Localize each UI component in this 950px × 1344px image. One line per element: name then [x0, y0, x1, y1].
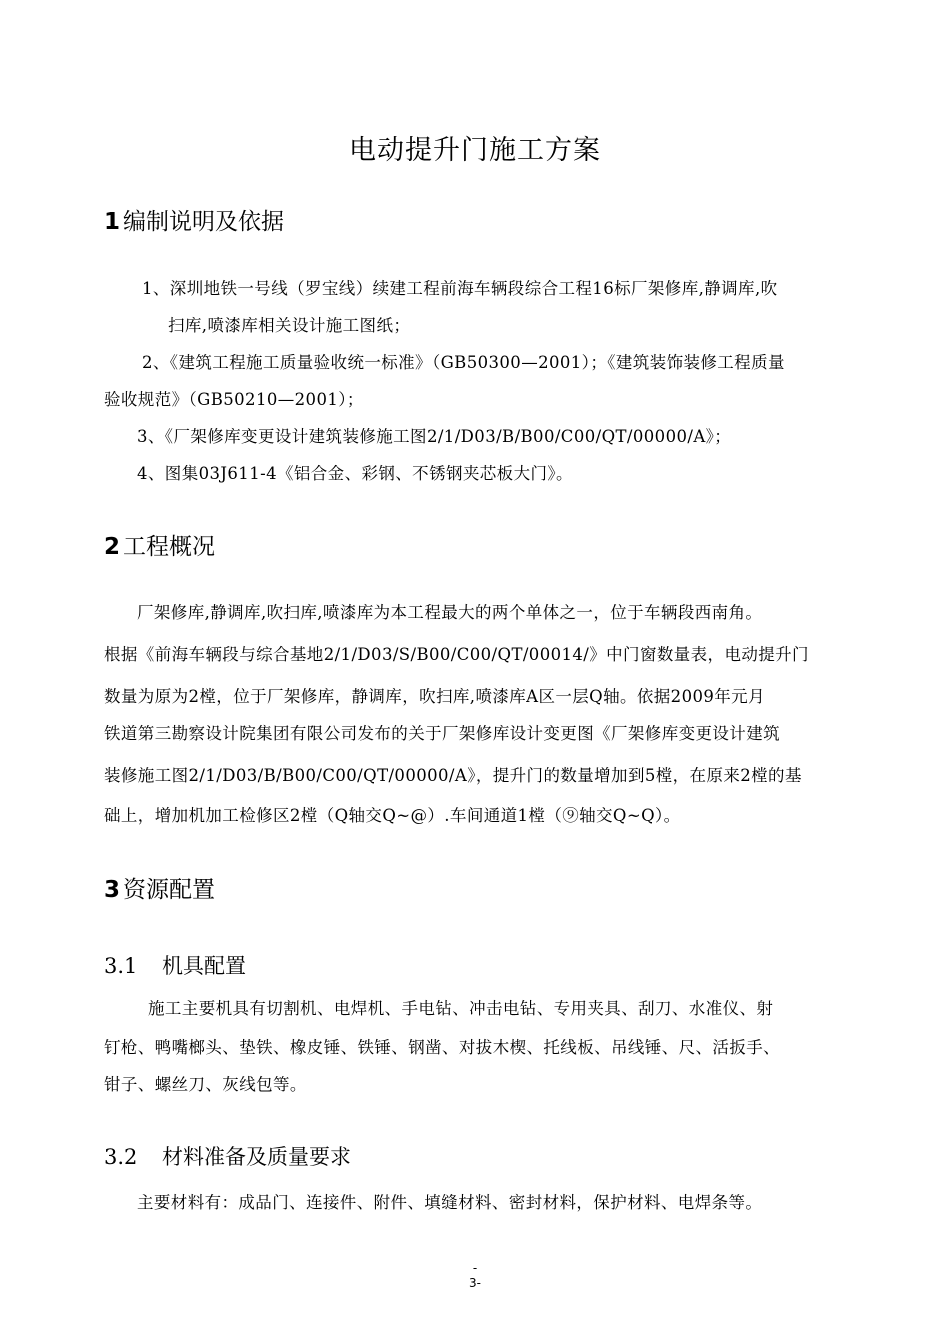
overview-line-3: 数量为原为2樘，位于厂架修库，静调库，吹扫库,喷漆库A区一层Q轴。依据2009年元月: [104, 687, 765, 706]
equipment-line-2: 钉枪、鸭嘴榔头、垫铁、橡皮锤、铁锤、钢凿、对拔木楔、托线板、吊线锤、尺、活扳手、: [104, 1038, 780, 1057]
section-title: 编制说明及依据: [123, 209, 285, 235]
equipment-line-1: 施工主要机具有切割机、电焊机、手电钻、冲击电钻、专用夹具、刮刀、水准仪、射: [148, 999, 774, 1018]
materials-line-1: 主要材料有：成品门、连接件、附件、填缝材料、密封材料，保护材料、电焊条等。: [137, 1193, 763, 1212]
footer-dash: -: [472, 1261, 478, 1275]
overview-line-4: 铁道第三勘察设计院集团有限公司发布的关于厂架修库设计变更图《厂架修库变更设计建筑: [104, 724, 780, 743]
equipment-line-3: 钳子、螺丝刀、灰线包等。: [104, 1075, 307, 1094]
overview-line-2: 根据《前海车辆段与综合基地2/1/D03/S/B00/C00/QT/00014/》中门窗数量表，电动提升门: [104, 645, 809, 664]
subsection-number: 3.1: [104, 954, 138, 978]
section-1-heading: [104, 203, 284, 236]
basis-item-2-line-1: 2、《建筑工程施工质量验收统一标准》（GB50300—2001）；《建筑装饰装修工程质量: [142, 353, 785, 372]
section-number: 3: [104, 877, 121, 903]
basis-item-2-line-2: 验收规范》（GB50210—2001）；: [104, 390, 364, 409]
subsection-number: 3.2: [104, 1145, 138, 1169]
section-3-heading: [104, 871, 215, 904]
subsection-3-2-heading: [104, 1141, 351, 1171]
section-title: 工程概况: [123, 534, 216, 560]
overview-line-6: 础上，增加机加工检修区2樘（Q轴交Q~@）.车间通道1樘（⑨轴交Q~Q）。: [104, 806, 681, 825]
basis-item-3: 3、《厂架修库变更设计建筑装修施工图2/1/D03/B/B00/C00/QT/00000/A》；: [137, 427, 732, 446]
section-number: 2: [104, 534, 121, 560]
document-title: 电动提升门施工方案: [349, 135, 601, 166]
basis-item-4: 4、图集03J611-4《铝合金、彩钢、不锈钢夹芯板大门》。: [137, 464, 573, 483]
section-title: 资源配置: [123, 877, 216, 903]
section-2-heading: [104, 528, 215, 561]
basis-item-1-line-1: 1、深圳地铁一号线（罗宝线）续建工程前海车辆段综合工程16标厂架修库,静调库,吹: [142, 279, 778, 298]
page-number: 3-: [469, 1276, 481, 1290]
overview-line-1: 厂架修库,静调库,吹扫库,喷漆库为本工程最大的两个单体之一，位于车辆段西南角。: [137, 603, 763, 622]
overview-line-5: 装修施工图2/1/D03/B/B00/C00/QT/00000/A》，提升门的数量增加到5樘，在原来2樘的基: [104, 766, 802, 785]
section-number: 1: [104, 209, 121, 235]
subsection-title: 材料准备及质量要求: [162, 1145, 351, 1169]
basis-item-1-line-2: 扫库,喷漆库相关设计施工图纸；: [168, 316, 411, 335]
subsection-3-1-heading: [104, 950, 246, 980]
subsection-title: 机具配置: [162, 954, 246, 978]
